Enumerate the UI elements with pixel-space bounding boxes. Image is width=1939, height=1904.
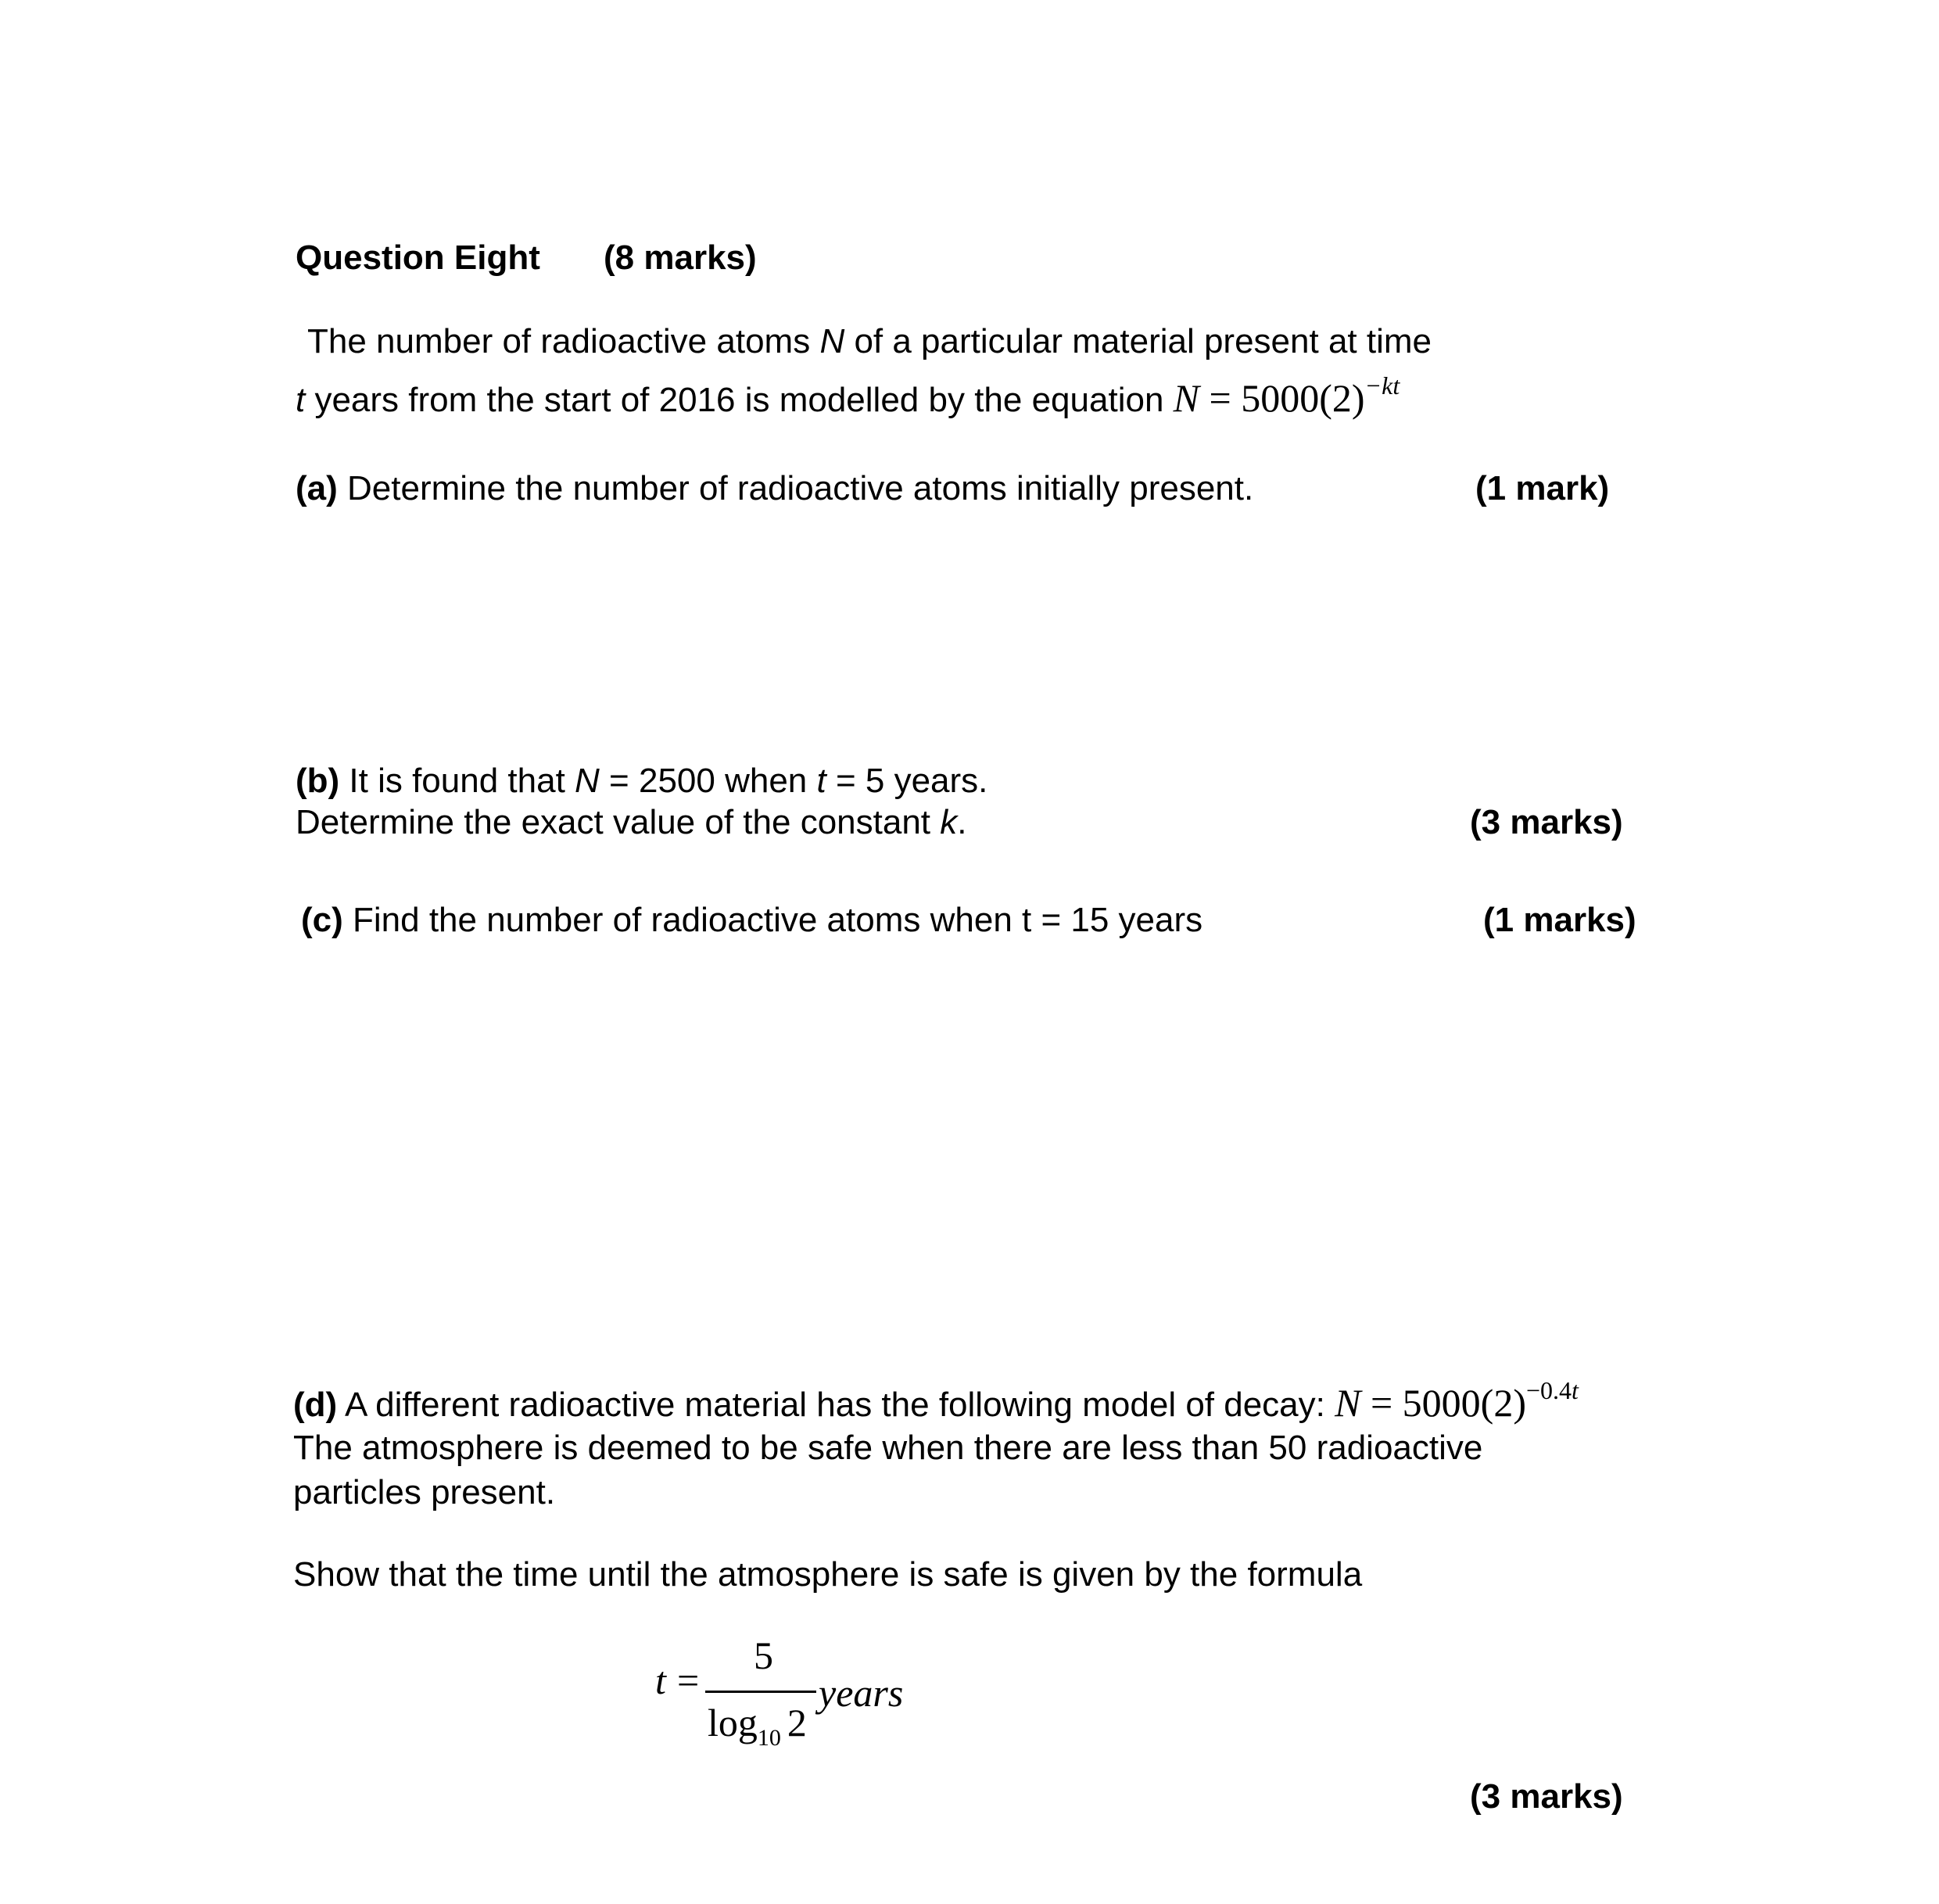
part-b-var-t: t bbox=[816, 762, 826, 800]
question-title: Question Eight bbox=[296, 238, 540, 277]
part-a-text: Determine the number of radioactive atoms initially present. bbox=[337, 469, 1254, 507]
formula-log: log bbox=[708, 1701, 758, 1744]
formula-log-arg: 2 bbox=[787, 1701, 807, 1744]
part-d-question-line-1 bbox=[293, 1376, 1579, 1425]
part-d-eq-exponent bbox=[1526, 1376, 1579, 1404]
part-c-text: Find the number of radioactive atoms when t = 15 years bbox=[342, 901, 1203, 939]
intro-text-a: The number of radioactive atoms bbox=[307, 322, 820, 360]
intro-var-n: N bbox=[819, 322, 845, 360]
part-d-eq-eq: = bbox=[1360, 1381, 1403, 1425]
formula-lhs: t bbox=[655, 1658, 666, 1702]
part-a-question bbox=[296, 469, 1254, 507]
formula-equals: = bbox=[677, 1658, 700, 1702]
part-c-marks: (1 marks) bbox=[1483, 901, 1636, 939]
part-d-eq-rhs: 5000(2) bbox=[1402, 1381, 1526, 1425]
part-d-question-line-2: The atmosphere is deemed to be safe when there are less than 50 radioactive bbox=[293, 1429, 1483, 1467]
part-b-text-1: It is found that bbox=[339, 762, 575, 800]
intro-eq-rhs: 5000(2) bbox=[1241, 376, 1365, 420]
formula-log-base: 10 bbox=[757, 1725, 781, 1751]
intro-equation bbox=[1173, 371, 1400, 420]
part-b-marks: (3 marks) bbox=[1470, 803, 1623, 841]
part-d-label: (d) bbox=[293, 1386, 338, 1424]
part-b-label: (b) bbox=[296, 762, 340, 800]
part-a-label: (a) bbox=[296, 469, 338, 507]
fraction-bar bbox=[705, 1691, 816, 1693]
part-d-equation bbox=[1335, 1376, 1579, 1425]
part-d-question-line-3: particles present. bbox=[293, 1473, 556, 1511]
intro-text-c: years from the start of 2016 is modelled by the equation bbox=[305, 381, 1174, 419]
intro-var-t: t bbox=[296, 381, 306, 419]
intro-text-b: of a particular material present at time bbox=[844, 322, 1432, 360]
part-b-text-3: = 5 years. bbox=[826, 762, 988, 800]
part-a-marks: (1 mark) bbox=[1475, 469, 1610, 507]
part-b-line2-text: Determine the exact value of the constant bbox=[296, 803, 941, 841]
part-d-eq-exp-num: −0.4 bbox=[1525, 1376, 1572, 1404]
part-b-var-k: k bbox=[940, 803, 958, 841]
part-d-eq-lhs: N bbox=[1335, 1381, 1361, 1425]
part-d-marks: (3 marks) bbox=[1470, 1777, 1623, 1816]
formula-numerator: 5 bbox=[754, 1633, 773, 1677]
intro-eq-eq: = bbox=[1199, 376, 1242, 420]
intro-eq-lhs: N bbox=[1173, 376, 1199, 420]
part-b-var-n: N bbox=[575, 762, 600, 800]
part-c-question bbox=[301, 903, 1202, 938]
part-b-text-2: = 2500 when bbox=[599, 762, 817, 800]
intro-line-1 bbox=[307, 322, 1432, 360]
intro-line-2 bbox=[296, 371, 1400, 420]
formula-denominator bbox=[708, 1701, 807, 1751]
part-d-eq-exp-var: t bbox=[1572, 1376, 1579, 1404]
question-marks: (8 marks) bbox=[604, 238, 757, 277]
formula-units: years bbox=[819, 1671, 904, 1715]
part-c-label: (c) bbox=[301, 901, 343, 939]
part-b-question-line-2 bbox=[296, 805, 966, 840]
part-b-question-line-1 bbox=[296, 764, 987, 798]
intro-eq-exponent: −kt bbox=[1364, 371, 1400, 400]
part-d-question-line-4: Show that the time until the atmosphere is safe is given by the formula bbox=[293, 1555, 1363, 1594]
part-d-text: A different radioactive material has the following model of decay: bbox=[337, 1386, 1335, 1424]
part-b-line2-end: . bbox=[957, 803, 967, 841]
